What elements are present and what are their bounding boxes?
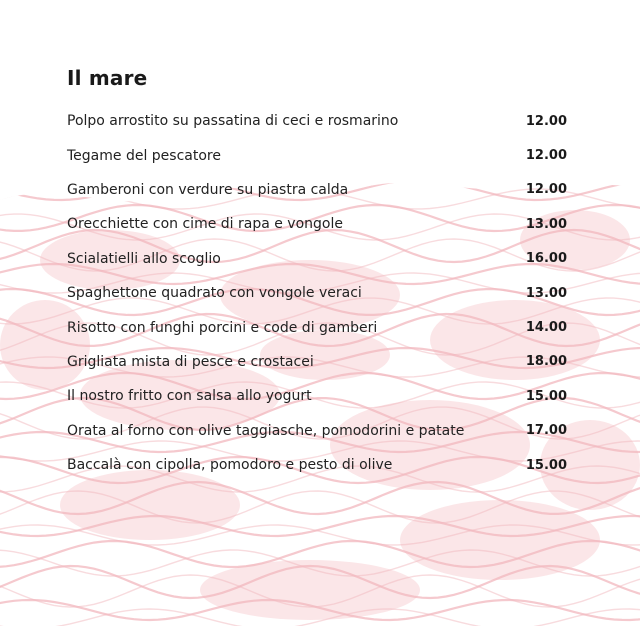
dish-price: 18.00 (525, 354, 567, 370)
menu-item-list (67, 104, 567, 482)
dish-name: Spaghettone quadrato con vongole veraci (67, 285, 362, 302)
menu-item (67, 379, 567, 413)
dish-price: 13.00 (525, 285, 567, 301)
menu-item (67, 310, 567, 344)
dish-price: 12.00 (525, 182, 567, 198)
section-title: Il mare (67, 66, 148, 90)
dish-price: 15.00 (525, 457, 567, 473)
dish-price: 12.00 (525, 148, 567, 164)
dish-name: Risotto con funghi porcini e code di gamberi (67, 319, 378, 336)
menu-item (67, 242, 567, 276)
dish-name: Gamberoni con verdure su piastra calda (67, 181, 349, 198)
menu-item (67, 207, 567, 241)
dish-price: 14.00 (525, 320, 567, 336)
dish-price: 16.00 (525, 251, 567, 267)
menu-item (67, 138, 567, 172)
dish-price: 15.00 (525, 388, 567, 404)
dish-price: 13.00 (525, 216, 567, 232)
dish-name: Tegame del pescatore (67, 147, 221, 164)
dish-name: Orata al forno con olive taggiasche, pomodorini e patate (67, 422, 465, 439)
dish-name: Scialatielli allo scoglio (67, 250, 221, 267)
dish-name: Il nostro fritto con salsa allo yogurt (67, 388, 312, 405)
dish-name: Grigliata mista di pesce e crostacei (67, 353, 314, 370)
dish-name: Orecchiette con cime di rapa e vongole (67, 216, 343, 233)
menu-item (67, 173, 567, 207)
menu-item (67, 276, 567, 310)
dish-name: Baccalà con cipolla, pomodoro e pesto di olive (67, 457, 393, 474)
dish-price: 12.00 (525, 113, 567, 129)
menu-item (67, 104, 567, 138)
menu-item (67, 448, 567, 482)
menu-item (67, 414, 567, 448)
dish-name: Polpo arrostito su passatina di ceci e rosmarino (67, 113, 399, 130)
menu-item (67, 345, 567, 379)
dish-price: 17.00 (525, 423, 567, 439)
